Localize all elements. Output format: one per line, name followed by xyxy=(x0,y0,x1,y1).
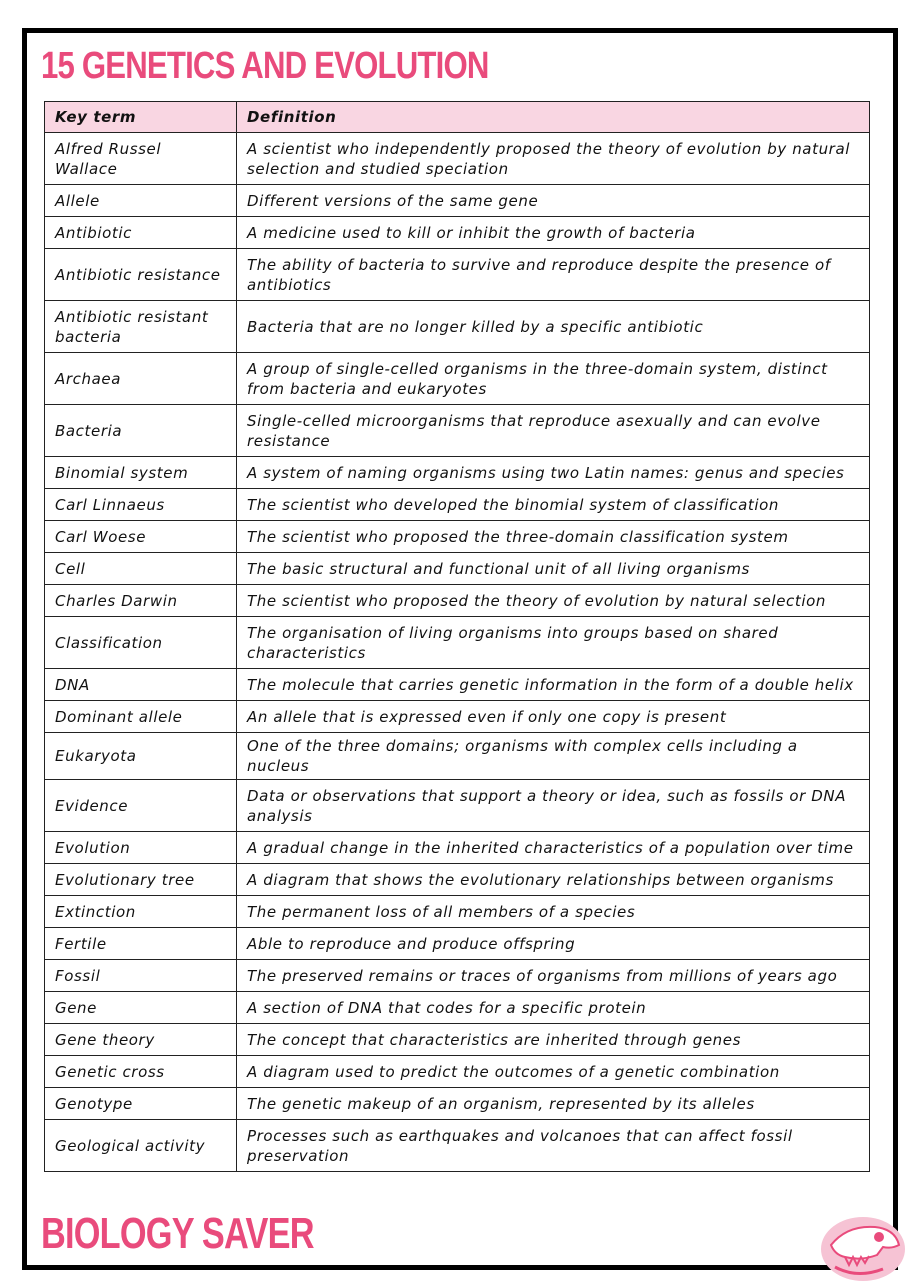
key-term-cell: Extinction xyxy=(45,896,237,928)
key-term-cell: Gene xyxy=(45,992,237,1024)
definition-cell: A medicine used to kill or inhibit the growth of bacteria xyxy=(237,217,870,249)
key-term-cell: Carl Linnaeus xyxy=(45,489,237,521)
table-row xyxy=(45,1056,870,1088)
key-term-cell: Genetic cross xyxy=(45,1056,237,1088)
definition-cell: The genetic makeup of an organism, represented by its alleles xyxy=(237,1088,870,1120)
definition-cell: A section of DNA that codes for a specific protein xyxy=(237,992,870,1024)
key-term-cell: Cell xyxy=(45,553,237,585)
table-row xyxy=(45,457,870,489)
table-row xyxy=(45,301,870,353)
key-term-cell: Dominant allele xyxy=(45,701,237,733)
table-row xyxy=(45,1024,870,1056)
table-row xyxy=(45,864,870,896)
table-row xyxy=(45,217,870,249)
table-row xyxy=(45,617,870,669)
definition-cell: The preserved remains or traces of organisms from millions of years ago xyxy=(237,960,870,992)
table-header-row xyxy=(45,102,870,133)
table-row xyxy=(45,249,870,301)
definition-cell: The basic structural and functional unit of all living organisms xyxy=(237,553,870,585)
table-row xyxy=(45,928,870,960)
page-title: 15 GENETICS AND EVOLUTION xyxy=(41,45,489,87)
definition-cell: One of the three domains; organisms with complex cells including a nucleus xyxy=(237,733,870,780)
definition-cell: Single-celled microorganisms that reproduce asexually and can evolve resistance xyxy=(237,405,870,457)
key-term-cell: Evolution xyxy=(45,832,237,864)
table-row xyxy=(45,896,870,928)
key-term-cell: Alfred Russel Wallace xyxy=(45,133,237,185)
table-row xyxy=(45,960,870,992)
table-row xyxy=(45,489,870,521)
definition-cell: The concept that characteristics are inherited through genes xyxy=(237,1024,870,1056)
table-row xyxy=(45,780,870,832)
definition-cell: Different versions of the same gene xyxy=(237,185,870,217)
key-term-cell: Classification xyxy=(45,617,237,669)
key-term-cell: Allele xyxy=(45,185,237,217)
definition-cell: A system of naming organisms using two Latin names: genus and species xyxy=(237,457,870,489)
table-row xyxy=(45,832,870,864)
definition-cell: A scientist who independently proposed the theory of evolution by natural selection and studied speciation xyxy=(237,133,870,185)
key-term-cell: DNA xyxy=(45,669,237,701)
table-row xyxy=(45,669,870,701)
key-term-cell: Binomial system xyxy=(45,457,237,489)
key-term-cell: Geological activity xyxy=(45,1120,237,1172)
key-terms-table xyxy=(44,101,870,1172)
table-row xyxy=(45,701,870,733)
table-row xyxy=(45,553,870,585)
table-row xyxy=(45,585,870,617)
table-row xyxy=(45,185,870,217)
key-term-cell: Fossil xyxy=(45,960,237,992)
definition-cell: The organisation of living organisms into groups based on shared characteristics xyxy=(237,617,870,669)
key-term-cell: Eukaryota xyxy=(45,733,237,780)
key-term-cell: Gene theory xyxy=(45,1024,237,1056)
page-frame xyxy=(22,28,898,1270)
key-term-cell: Evolutionary tree xyxy=(45,864,237,896)
table-row xyxy=(45,133,870,185)
key-term-cell: Charles Darwin xyxy=(45,585,237,617)
table-row xyxy=(45,405,870,457)
definition-cell: The molecule that carries genetic information in the form of a double helix xyxy=(237,669,870,701)
key-term-cell: Carl Woese xyxy=(45,521,237,553)
definition-cell: The ability of bacteria to survive and reproduce despite the presence of antibiotics xyxy=(237,249,870,301)
key-term-cell: Antibiotic xyxy=(45,217,237,249)
definition-cell: Bacteria that are no longer killed by a specific antibiotic xyxy=(237,301,870,353)
table-row xyxy=(45,1120,870,1172)
brand-logo-text: BIOLOGY SAVER xyxy=(41,1209,314,1258)
definition-cell: A diagram that shows the evolutionary relationships between organisms xyxy=(237,864,870,896)
table-row xyxy=(45,1088,870,1120)
definition-cell: The scientist who proposed the three-domain classification system xyxy=(237,521,870,553)
definition-cell: An allele that is expressed even if only one copy is present xyxy=(237,701,870,733)
definition-cell: Data or observations that support a theory or idea, such as fossils or DNA analysis xyxy=(237,780,870,832)
definition-cell: A diagram used to predict the outcomes of a genetic combination xyxy=(237,1056,870,1088)
key-term-cell: Antibiotic resistance xyxy=(45,249,237,301)
dinosaur-skull-icon xyxy=(817,1205,908,1285)
definition-cell: A group of single-celled organisms in the three-domain system, distinct from bacteria and eukaryotes xyxy=(237,353,870,405)
key-term-cell: Antibiotic resistant bacteria xyxy=(45,301,237,353)
table-row xyxy=(45,353,870,405)
column-header-key-term: Key term xyxy=(45,102,237,133)
definition-cell: The scientist who developed the binomial system of classification xyxy=(237,489,870,521)
column-header-definition: Definition xyxy=(237,102,870,133)
definition-cell: Able to reproduce and produce offspring xyxy=(237,928,870,960)
key-term-cell: Fertile xyxy=(45,928,237,960)
definition-cell: The scientist who proposed the theory of evolution by natural selection xyxy=(237,585,870,617)
table-row xyxy=(45,521,870,553)
definition-cell: The permanent loss of all members of a species xyxy=(237,896,870,928)
definition-cell: Processes such as earthquakes and volcanoes that can affect fossil preservation xyxy=(237,1120,870,1172)
table-row xyxy=(45,992,870,1024)
key-term-cell: Evidence xyxy=(45,780,237,832)
key-term-cell: Bacteria xyxy=(45,405,237,457)
key-term-cell: Genotype xyxy=(45,1088,237,1120)
table-row xyxy=(45,733,870,780)
key-term-cell: Archaea xyxy=(45,353,237,405)
definition-cell: A gradual change in the inherited characteristics of a population over time xyxy=(237,832,870,864)
